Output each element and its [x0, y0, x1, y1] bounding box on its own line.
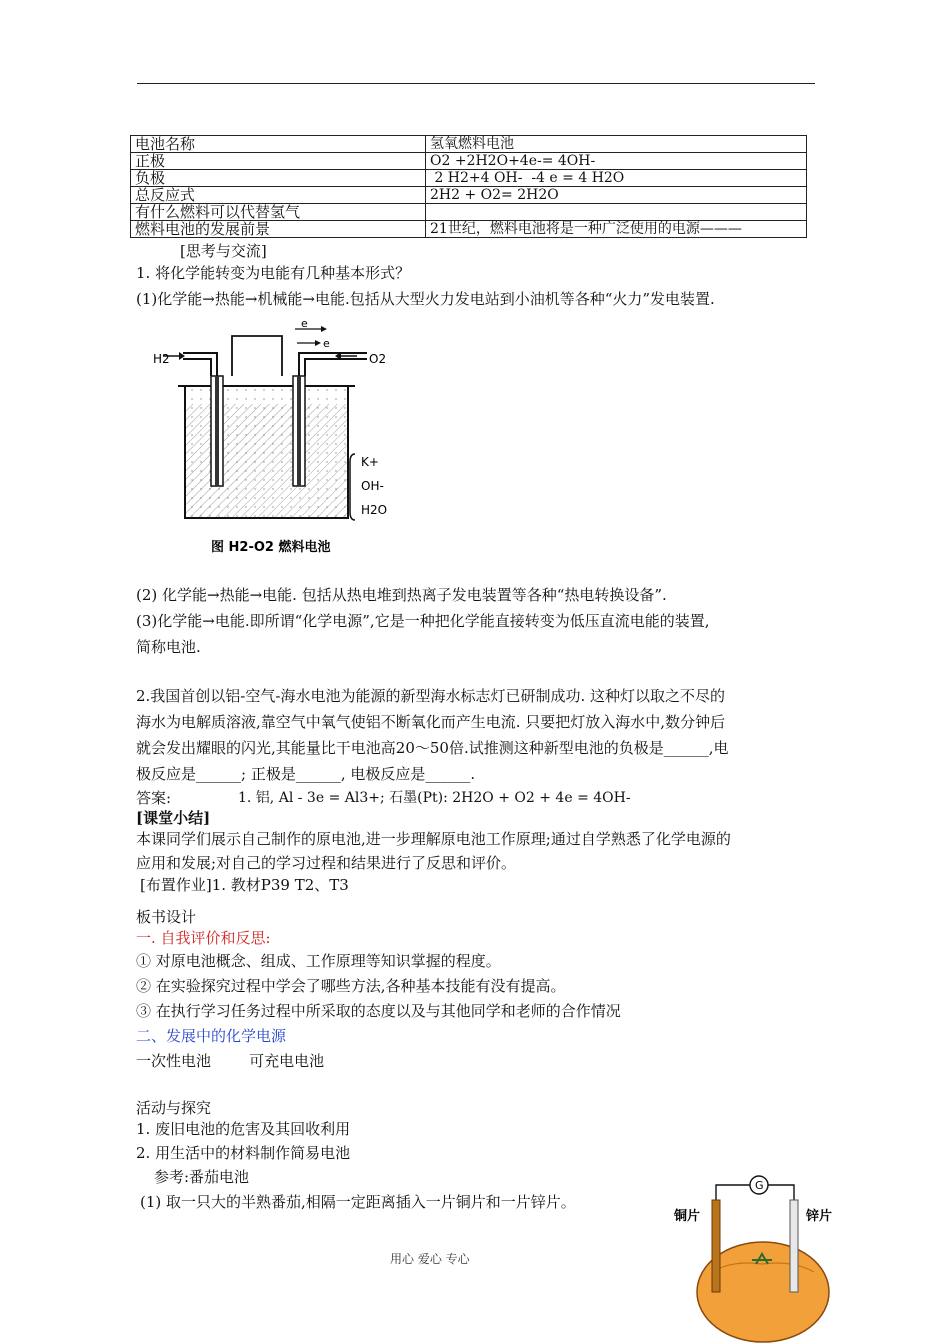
table-row: 电池名称 氢氧燃料电池 — [131, 136, 807, 153]
activity-item1: 1. 废旧电池的危害及其回收利用 — [136, 1120, 351, 1138]
question-2-line4: 极反应是______; 正极是______, 电极反应是______. — [136, 765, 476, 783]
question-2-line1: 2.我国首创以铝-空气-海水电池为能源的新型海水标志灯已研制成功. 这种灯以取之不尽的 — [136, 687, 725, 705]
summary-line1: 本课同学们展示自己制作的原电池,进一步理解原电池工作原理;通过自学熟悉了化学电源的 — [136, 830, 731, 848]
figure-caption: 图 H2-O2 燃料电池 — [211, 540, 331, 555]
k-ion-label: K+ — [361, 455, 379, 469]
board-item1: ① 对原电池概念、组成、工作原理等知识掌握的程度。 — [136, 952, 501, 970]
question-2-line3: 就会发出耀眼的闪光,其能量比干电池高20～50倍.试推测这种新型电池的负极是______,电 — [136, 739, 729, 757]
copper-label: 铜片 — [674, 1209, 701, 1224]
table-row: 总反应式 2H2 + O2= 2H2O — [131, 187, 807, 204]
page-footer: 用心 爱心 专心 — [390, 1252, 470, 1266]
water-label: H2O — [361, 503, 388, 517]
board-item2: ② 在实验探究过程中学会了哪些方法,各种基本技能有没有提高。 — [136, 977, 566, 995]
homework: [布置作业]1. 教材P39 T2、T3 — [140, 876, 349, 894]
galvanometer-icon: G — [755, 1179, 764, 1192]
think-heading: [思考与交流] — [180, 242, 267, 260]
question-2-line2: 海水为电解质溶液,靠空气中氧气使铝不断氧化而产生电流. 只要把灯放入海水中,数分钟后 — [136, 713, 726, 731]
board-section1: 一. 自我评价和反思: — [136, 929, 271, 947]
electron-label-top: e — [301, 317, 308, 330]
electron-label-bottom: e — [323, 337, 330, 350]
fuel-cell-table — [130, 135, 807, 238]
answer-2: (2) 化学能→热能→电能. 包括从热电堆到热离子发电装置等各种“热电转换设备”. — [136, 586, 667, 604]
answer-3-line1: (3)化学能→电能.即所谓“化学电源”,它是一种把化学能直接转变为低压直流电能的装置, — [136, 612, 710, 630]
zinc-label: 锌片 — [806, 1209, 833, 1224]
summary-heading: [课堂小结] — [136, 809, 211, 827]
activity-reference: 参考:番茄电池 — [154, 1168, 250, 1186]
fuel-cell-diagram — [145, 316, 405, 560]
board-item3: ③ 在执行学习任务过程中所采取的态度以及与其他同学和老师的合作情况 — [136, 1002, 621, 1020]
answer-3-line2: 简称电池. — [136, 638, 201, 656]
activity-item2: 2. 用生活中的材料制作简易电池 — [136, 1144, 351, 1162]
answer-label: 答案: — [136, 789, 172, 807]
table-row: 燃料电池的发展前景 21世纪，燃料电池将是一种广泛使用的电源——— — [131, 221, 807, 238]
activity-step1: (1) 取一只大的半熟番茄,相隔一定距离插入一片铜片和一片锌片。 — [140, 1193, 576, 1211]
board-title: 板书设计 — [136, 908, 197, 926]
summary-line2: 应用和发展;对自己的学习过程和结果进行了反思和评价。 — [136, 854, 517, 872]
battery-types: 一次性电池 可充电电池 — [136, 1052, 325, 1070]
board-section2: 二、发展中的化学电源 — [136, 1027, 287, 1045]
answer-text: 1. 铝, Al - 3e = Al3+; 石墨(Pt): 2H2O + O2 + 4e = 4OH- — [238, 790, 631, 806]
answer-1: (1)化学能→热能→机械能→电能.包括从大型火力发电站到小油机等各种“火力”发电装置. — [136, 290, 715, 308]
table-row: 有什么燃料可以代替氢气 — [131, 204, 807, 221]
oh-ion-label: OH- — [361, 479, 384, 493]
activity-title: 活动与探究 — [136, 1099, 212, 1117]
tomato-battery-diagram — [672, 1168, 852, 1344]
h2-label: H2 — [153, 352, 170, 366]
question-1: 1. 将化学能转变为电能有几种基本形式？ — [136, 264, 411, 282]
table-row: 正极 O2 +2H2O+4e-= 4OH- — [131, 153, 807, 170]
o2-label: O2 — [369, 352, 387, 366]
table-row: 负极 2 H2+4 OH- -4 e = 4 H2O — [131, 170, 807, 187]
header-rule — [137, 83, 815, 84]
